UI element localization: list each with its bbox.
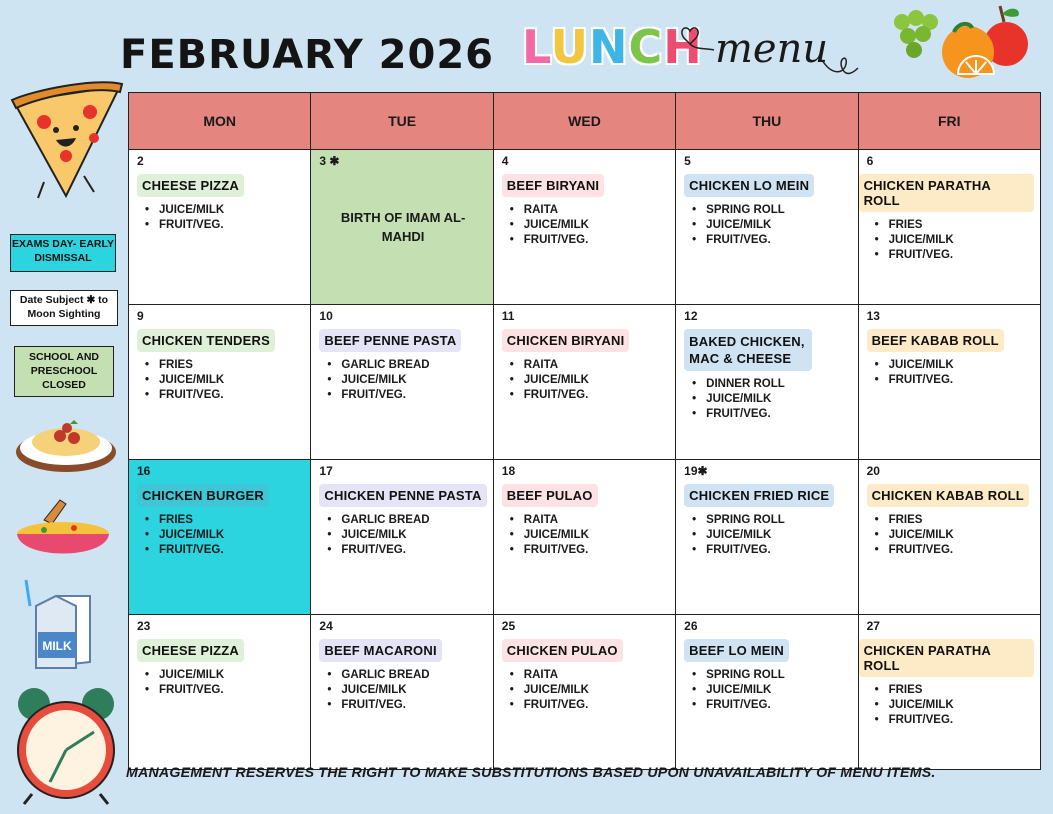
dish-label: CHEESE PIZZA bbox=[137, 174, 244, 197]
day-number: 3 ✱ bbox=[319, 154, 340, 168]
dish-label: CHICKEN PENNE PASTA bbox=[319, 484, 486, 507]
sides-list bbox=[319, 358, 486, 403]
biryani-icon bbox=[14, 496, 112, 572]
footer-disclaimer: MANAGEMENT RESERVES THE RIGHT TO MAKE SUBSTITUTIONS BASED UPON UNAVAILABILITY OF MENU ITEMS. bbox=[126, 765, 936, 781]
dish-label: CHEESE PIZZA bbox=[137, 639, 244, 662]
header-tue: TUE bbox=[311, 93, 493, 150]
sides-list bbox=[319, 668, 486, 713]
day-number: 4 bbox=[501, 154, 509, 168]
side-item: • JUICE/MILK bbox=[524, 683, 669, 698]
dish-label: BEEF PENNE PASTA bbox=[319, 329, 461, 352]
legend-school-closed bbox=[14, 346, 114, 397]
header-fri: FRI bbox=[858, 93, 1040, 150]
header-thu: THU bbox=[676, 93, 858, 150]
sides-list bbox=[137, 668, 304, 698]
day-cell bbox=[493, 305, 675, 460]
side-item: • FRUIT/VEG. bbox=[889, 713, 1034, 728]
day-number: 2 bbox=[137, 154, 144, 168]
side-item: • FRUIT/VEG. bbox=[159, 388, 304, 403]
side-item: • SPRING ROLL bbox=[706, 668, 851, 683]
side-item: • FRUIT/VEG. bbox=[706, 698, 851, 713]
day-cell bbox=[858, 150, 1040, 305]
side-item: • SPRING ROLL bbox=[706, 203, 851, 218]
legend-moon-label: Date Subject ✱ to Moon Sighting bbox=[19, 294, 109, 320]
alarm-clock-icon bbox=[10, 682, 122, 808]
title-lunch-letter: N bbox=[589, 20, 629, 74]
weekday-header-row bbox=[129, 93, 1041, 150]
pizza-icon bbox=[4, 72, 128, 206]
day-number: 9 bbox=[137, 309, 144, 323]
title-lunch-letter: C bbox=[628, 20, 664, 74]
side-item: • FRIES bbox=[159, 358, 304, 373]
day-number: 5 bbox=[684, 154, 691, 168]
day-number: 24 bbox=[319, 619, 333, 633]
legend-exams-day bbox=[10, 234, 116, 272]
sides-list bbox=[684, 203, 851, 248]
day-cell bbox=[311, 460, 493, 615]
milk-carton-icon bbox=[20, 576, 100, 672]
side-item: • FRUIT/VEG. bbox=[889, 373, 1034, 388]
sides-list bbox=[502, 513, 669, 558]
title-lunch-letter: L bbox=[522, 20, 551, 74]
legend-closed-label: SCHOOL AND PRESCHOOL CLOSED bbox=[28, 351, 99, 391]
sides-list bbox=[319, 513, 486, 558]
side-item: • JUICE/MILK bbox=[341, 683, 486, 698]
side-item: • JUICE/MILK bbox=[159, 668, 304, 683]
side-item: • FRUIT/VEG. bbox=[524, 233, 669, 248]
side-item: • JUICE/MILK bbox=[341, 528, 486, 543]
dish-label: BEEF BIRYANI bbox=[502, 174, 604, 197]
dish-label: BAKED CHICKEN, MAC & CHEESE bbox=[684, 329, 812, 371]
dish-label: CHICKEN FRIED RICE bbox=[684, 484, 834, 507]
day-number: 10 bbox=[319, 309, 333, 323]
title-lunch-letter: U bbox=[550, 20, 590, 74]
side-item: • RAITA bbox=[524, 513, 669, 528]
side-item: • FRIES bbox=[889, 513, 1034, 528]
sides-list bbox=[502, 203, 669, 248]
side-item: • FRUIT/VEG. bbox=[706, 543, 851, 558]
side-item: • JUICE/MILK bbox=[524, 218, 669, 233]
day-number: 6 bbox=[866, 154, 874, 168]
side-item: • FRIES bbox=[889, 218, 1034, 233]
side-item: • JUICE/MILK bbox=[889, 528, 1034, 543]
side-item: • JUICE/MILK bbox=[706, 528, 851, 543]
side-item: • RAITA bbox=[524, 358, 669, 373]
sides-list bbox=[137, 203, 304, 233]
side-item: • FRUIT/VEG. bbox=[524, 388, 669, 403]
dish-label: BEEF KABAB ROLL bbox=[867, 329, 1004, 352]
milk-label: MILK bbox=[42, 639, 72, 653]
day-number: 26 bbox=[684, 619, 698, 633]
day-cell bbox=[676, 615, 858, 770]
day-cell bbox=[676, 305, 858, 460]
side-item: • JUICE/MILK bbox=[706, 392, 851, 407]
dish-label: BEEF MACARONI bbox=[319, 639, 441, 662]
side-item: • RAITA bbox=[524, 203, 669, 218]
day-cell bbox=[858, 615, 1040, 770]
week-row bbox=[129, 460, 1041, 615]
side-item: • FRUIT/VEG. bbox=[706, 407, 851, 422]
side-item: • FRUIT/VEG. bbox=[706, 233, 851, 248]
sides-list bbox=[867, 513, 1034, 558]
title-menu: menu bbox=[715, 26, 829, 72]
day-cell bbox=[129, 615, 311, 770]
dish-label: CHICKEN PULAO bbox=[502, 639, 623, 662]
day-cell bbox=[858, 305, 1040, 460]
side-item: • FRUIT/VEG. bbox=[159, 543, 304, 558]
side-item: • GARLIC BREAD bbox=[341, 358, 486, 373]
side-item: • JUICE/MILK bbox=[889, 358, 1034, 373]
side-item: • FRIES bbox=[159, 513, 304, 528]
dish-label: BEEF LO MEIN bbox=[684, 639, 789, 662]
day-cell bbox=[676, 150, 858, 305]
side-item: • FRUIT/VEG. bbox=[159, 683, 304, 698]
legend-exams-label: EXAMS DAY- EARLY DISMISSAL bbox=[12, 238, 114, 264]
side-item: • DINNER ROLL bbox=[706, 377, 851, 392]
day-number: 18 bbox=[501, 464, 516, 478]
day-cell-holiday bbox=[311, 150, 493, 305]
side-item: • JUICE/MILK bbox=[341, 373, 486, 388]
side-item: • JUICE/MILK bbox=[706, 683, 851, 698]
day-cell bbox=[676, 460, 858, 615]
header-mon: MON bbox=[129, 93, 311, 150]
swirl-icon bbox=[820, 50, 860, 80]
sides-list bbox=[684, 668, 851, 713]
side-item: • FRUIT/VEG. bbox=[341, 698, 486, 713]
spaghetti-icon bbox=[14, 412, 118, 476]
holiday-label: BIRTH OF IMAM AL- MAHDI bbox=[340, 210, 466, 244]
day-number: 23 bbox=[137, 619, 151, 633]
sides-list bbox=[502, 358, 669, 403]
side-item: • FRUIT/VEG. bbox=[889, 543, 1034, 558]
sides-list bbox=[684, 513, 851, 558]
side-item: • GARLIC BREAD bbox=[341, 513, 486, 528]
side-item: • JUICE/MILK bbox=[889, 233, 1034, 248]
side-item: • FRUIT/VEG. bbox=[159, 218, 304, 233]
day-cell bbox=[311, 305, 493, 460]
sides-list bbox=[684, 377, 851, 422]
day-number: 16 bbox=[137, 464, 151, 478]
day-number: 11 bbox=[501, 309, 515, 323]
side-item: • JUICE/MILK bbox=[524, 373, 669, 388]
side-item: • FRUIT/VEG. bbox=[341, 543, 486, 558]
sides-list bbox=[867, 358, 1034, 388]
side-item: • JUICE/MILK bbox=[159, 373, 304, 388]
side-item: • FRIES bbox=[889, 683, 1034, 698]
header-wed: WED bbox=[493, 93, 675, 150]
day-cell bbox=[493, 615, 675, 770]
sides-list bbox=[137, 358, 304, 403]
side-item: • JUICE/MILK bbox=[524, 528, 669, 543]
dish-label: CHICKEN PARATHA ROLL bbox=[859, 639, 1034, 677]
sides-list bbox=[137, 513, 304, 558]
day-number: 12 bbox=[684, 309, 698, 323]
side-item: • JUICE/MILK bbox=[706, 218, 851, 233]
day-number: 13 bbox=[866, 309, 880, 323]
side-item: • FRUIT/VEG. bbox=[341, 388, 486, 403]
side-item: • JUICE/MILK bbox=[159, 203, 304, 218]
side-item: • FRUIT/VEG. bbox=[524, 543, 669, 558]
week-row bbox=[129, 150, 1041, 305]
day-cell bbox=[858, 460, 1040, 615]
dish-label: CHICKEN TENDERS bbox=[137, 329, 275, 352]
title-month: FEBRUARY 2026 bbox=[120, 32, 494, 78]
day-cell bbox=[311, 615, 493, 770]
dish-label: CHICKEN PARATHA ROLL bbox=[859, 174, 1034, 212]
side-item: • GARLIC BREAD bbox=[341, 668, 486, 683]
day-cell bbox=[493, 150, 675, 305]
day-number: 19✱ bbox=[684, 464, 708, 478]
lunch-calendar bbox=[128, 92, 1041, 770]
dish-label: CHICKEN BIRYANI bbox=[502, 329, 630, 352]
day-cell bbox=[129, 305, 311, 460]
dish-label: BEEF PULAO bbox=[502, 484, 598, 507]
side-item: • JUICE/MILK bbox=[889, 698, 1034, 713]
day-cell bbox=[129, 150, 311, 305]
dish-label: CHICKEN LO MEIN bbox=[684, 174, 814, 197]
side-item: • SPRING ROLL bbox=[706, 513, 851, 528]
day-cell-exam bbox=[129, 460, 311, 615]
sides-list bbox=[502, 668, 669, 713]
sides-list bbox=[867, 218, 1034, 263]
side-item: • JUICE/MILK bbox=[159, 528, 304, 543]
dish-label: CHICKEN KABAB ROLL bbox=[867, 484, 1029, 507]
dish-label: CHICKEN BURGER bbox=[137, 484, 269, 507]
week-row bbox=[129, 305, 1041, 460]
title-lunch-letter: H bbox=[663, 20, 703, 74]
fruit-icon bbox=[888, 2, 1030, 90]
day-number: 20 bbox=[866, 464, 880, 478]
day-number: 17 bbox=[319, 464, 333, 478]
day-number: 25 bbox=[501, 619, 516, 633]
heart-swirl-icon bbox=[676, 20, 716, 60]
day-cell bbox=[493, 460, 675, 615]
side-item: • FRUIT/VEG. bbox=[889, 248, 1034, 263]
legend-moon-sighting bbox=[10, 290, 118, 326]
side-item: • FRUIT/VEG. bbox=[524, 698, 669, 713]
sides-list bbox=[867, 683, 1034, 728]
day-number: 27 bbox=[866, 619, 880, 633]
side-item: • RAITA bbox=[524, 668, 669, 683]
week-row bbox=[129, 615, 1041, 770]
